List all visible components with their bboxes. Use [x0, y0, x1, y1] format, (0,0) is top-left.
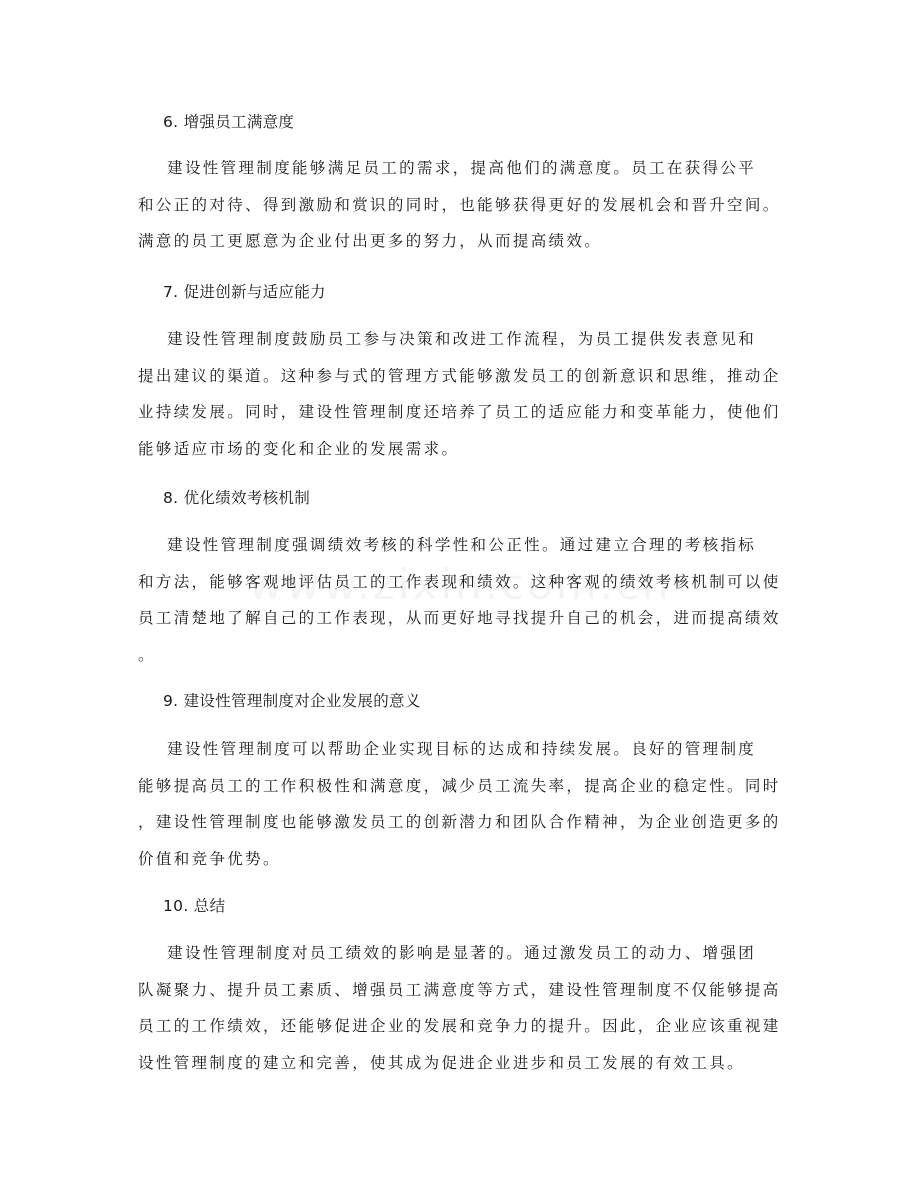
paragraph-line: 。	[138, 645, 156, 664]
paragraph-line: 能够适应市场的变化和企业的发展需求。	[138, 439, 460, 458]
section-heading: 9. 建设性管理制度对企业发展的意义	[163, 692, 421, 710]
paragraph-line: 和公正的对待、得到激励和赏识的同时，也能够获得更好的发展机会和晋升空间。	[138, 195, 781, 214]
paragraph-line: 建设性管理制度鼓励员工参与决策和改进工作流程，为员工提供发表意见和	[138, 330, 757, 348]
paragraph-line: 价值和竞争优势。	[138, 849, 281, 868]
paragraph-line: 业持续发展。同时，建设性管理制度还培养了员工的适应能力和变革能力，使他们	[138, 403, 781, 421]
paragraph-line: 能够提高员工的工作积极性和满意度，减少员工流失率，提高企业的稳定性。同时	[138, 776, 781, 795]
section-heading: 10. 总结	[163, 897, 226, 915]
paragraph-line: 设性管理制度的建立和完善，使其成为促进企业进步和员工发展的有效工具。	[138, 1053, 745, 1072]
paragraph-line: 队凝聚力、提升员工素质、增强员工满意度等方式，建设性管理制度不仅能够提高	[138, 980, 781, 999]
paragraph-line: ，建设性管理制度也能够激发员工的创新潜力和团队合作精神，为企业创造更多的	[138, 813, 781, 831]
section-heading: 8. 优化绩效考核机制	[163, 489, 311, 507]
paragraph-line: 建设性管理制度对员工绩效的影响是显著的。通过激发员工的动力、增强团	[138, 944, 757, 962]
paragraph-line: 建设性管理制度能够满足员工的需求，提高他们的满意度。员工在获得公平	[138, 159, 757, 177]
section-paragraph	[138, 527, 788, 673]
paragraph-line: 和方法，能够客观地评估员工的工作表现和绩效。这种客观的绩效考核机制可以使	[138, 572, 781, 591]
paragraph-line: 员工的工作绩效，还能够促进企业的发展和竞争力的提升。因此，企业应该重视建	[138, 1017, 781, 1035]
paragraph-line: 建设性管理制度可以帮助企业实现目标的达成和持续发展。良好的管理制度	[138, 740, 757, 758]
paragraph-line: 满意的员工更愿意为企业付出更多的努力，从而提高绩效。	[138, 232, 603, 250]
paragraph-line: 员工清楚地了解自己的工作表现，从而更好地寻找提升自己的机会，进而提高绩效	[138, 609, 781, 627]
paragraph-line: 建设性管理制度强调绩效考核的科学性和公正性。通过建立合理的考核指标	[138, 536, 757, 554]
paragraph-line: 提出建议的渠道。这种参与式的管理方式能够激发员工的创新意识和思维，推动企	[138, 366, 781, 385]
section-paragraph	[138, 321, 788, 467]
section-heading: 6. 增强员工满意度	[163, 113, 295, 131]
section-paragraph	[138, 731, 788, 877]
section-paragraph	[138, 935, 788, 1081]
section-heading: 7. 促进创新与适应能力	[163, 283, 326, 301]
section-paragraph	[138, 150, 788, 260]
